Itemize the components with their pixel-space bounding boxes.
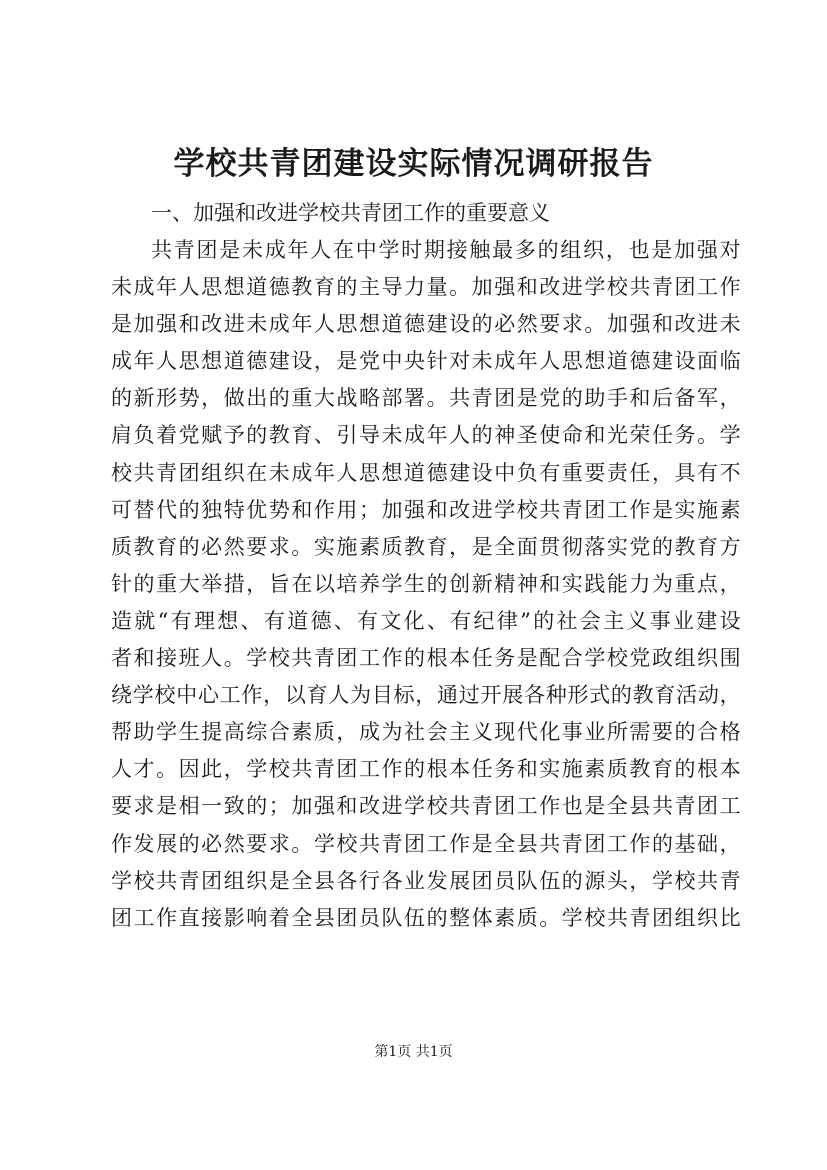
document-title: 学校共青团建设实际情况调研报告: [173, 146, 654, 182]
body-line: 质教育的必然要求。实施素质教育，是全面贯彻落实党的教育方: [111, 534, 741, 559]
body-line: 团工作直接影响着全县团员队伍的整体素质。学校共青团组织比: [111, 905, 741, 930]
page-footer: 第1页 共1页: [374, 1044, 453, 1060]
section-heading: 一、加强和改进学校共青团工作的重要意义: [151, 201, 550, 225]
body-line: 人才。因此，学校共青团工作的根本任务和实施素质教育的根本: [111, 757, 741, 782]
body-line: 共青团是未成年人在中学时期接触最多的组织，也是加强对: [151, 238, 741, 262]
body-line: 肩负着党赋予的教育、引导未成年人的神圣使命和光荣任务。学: [111, 423, 741, 448]
body-line: 是加强和改进未成年人思想道德建设的必然要求。加强和改进未: [111, 312, 741, 337]
body-line: 校共青团组织在未成年人思想道德建设中负有重要责任，具有不: [111, 460, 741, 485]
body-line: 帮助学生提高综合素质，成为社会主义现代化事业所需要的合格: [111, 720, 741, 745]
body-line: 成年人思想道德建设，是党中央针对未成年人思想道德建设面临: [111, 349, 741, 374]
body-line: 针的重大举措，旨在以培养学生的创新精神和实践能力为重点，: [111, 571, 741, 596]
body-line: 学校共青团组织是全县各行各业发展团员队伍的源头，学校共青: [111, 868, 741, 893]
body-text: [111, 232, 741, 937]
body-line: 者和接班人。学校共青团工作的根本任务是配合学校党政组织围: [111, 646, 741, 671]
body-line: 作发展的必然要求。学校共青团工作是全县共青团工作的基础，: [111, 831, 741, 856]
body-line: 可替代的独特优势和作用；加强和改进学校共青团工作是实施素: [111, 497, 741, 522]
body-line: 的新形势，做出的重大战略部署。共青团是党的助手和后备军，: [111, 386, 741, 411]
body-line: 要求是相一致的；加强和改进学校共青团工作也是全县共青团工: [111, 794, 741, 819]
body-line: 造就“有理想、有道德、有文化、有纪律”的社会主义事业建设: [111, 608, 741, 633]
body-line: 未成年人思想道德教育的主导力量。加强和改进学校共青团工作: [111, 275, 741, 300]
body-line: 绕学校中心工作，以育人为目标，通过开展各种形式的教育活动，: [111, 683, 741, 708]
